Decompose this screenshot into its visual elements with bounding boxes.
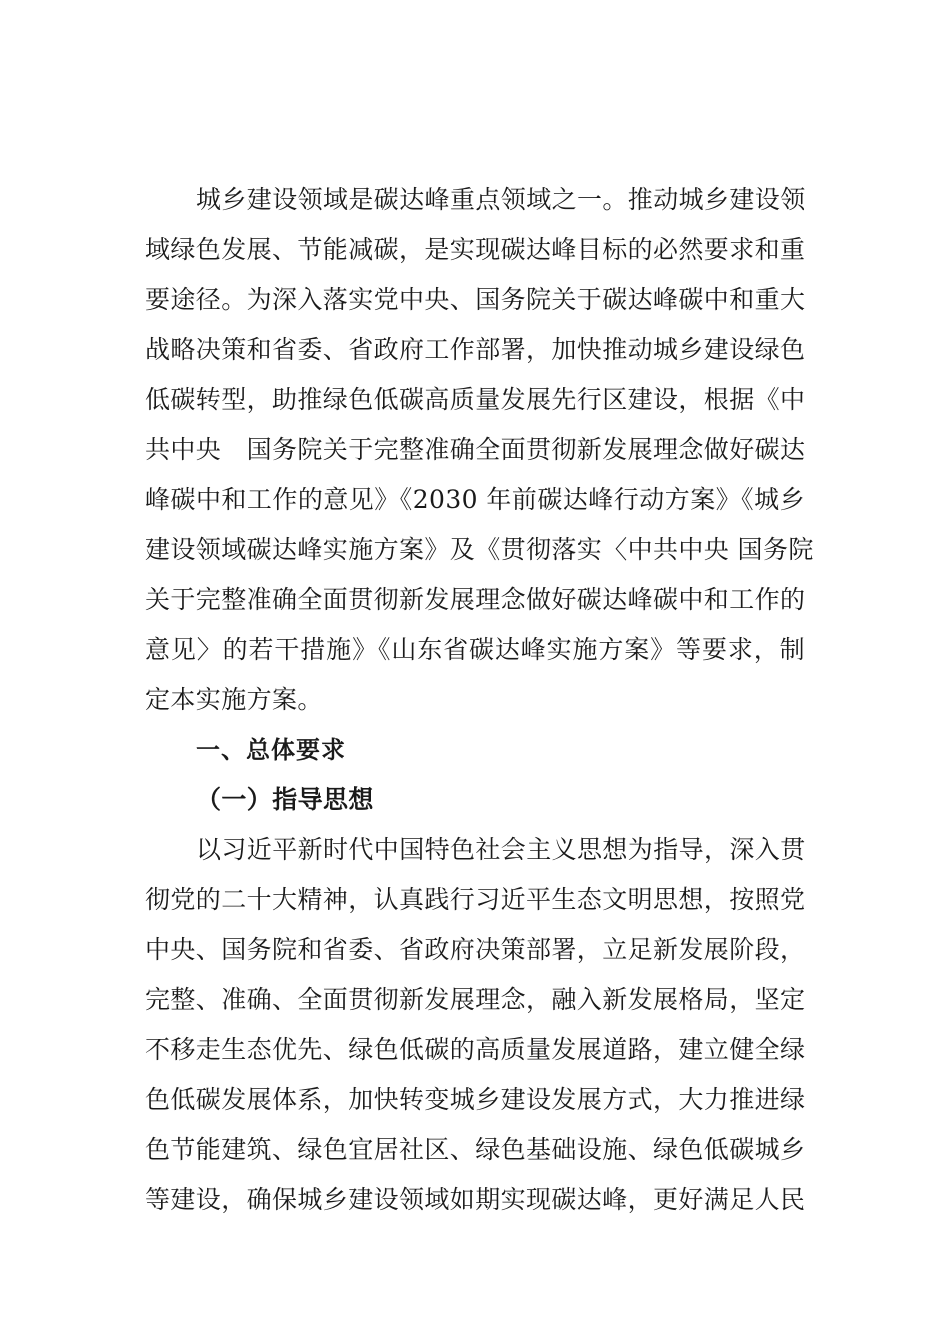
paragraph-2-line-1: 以习近平新时代中国特色社会主义思想为指导，深入贯	[196, 835, 806, 864]
paragraph-2-line-7: 色节能建筑、绿色宜居社区、绿色基础设施、绿色低碳城乡	[145, 1135, 806, 1164]
paragraph-1-line-8: 建设领域碳达峰实施方案》及《贯彻落实〈中共中央 国务院	[145, 535, 814, 564]
paragraph-1-line-10: 意见〉的若干措施》《山东省碳达峰实施方案》等要求，制	[145, 635, 805, 664]
paragraph-1-line-4: 战略决策和省委、省政府工作部署，加快推动城乡建设绿色	[145, 335, 806, 364]
paragraph-2-line-8: 等建设，确保城乡建设领域如期实现碳达峰，更好满足人民	[145, 1185, 806, 1214]
paragraph-1-line-1: 城乡建设领域是碳达峰重点领域之一。推动城乡建设领	[196, 185, 806, 214]
paragraph-1-line-5: 低碳转型，助推绿色低碳高质量发展先行区建设，根据《中	[145, 385, 806, 414]
subsection-heading: （一）指导思想	[196, 785, 374, 814]
section-heading: 一、总体要求	[196, 736, 346, 764]
paragraph-2-line-5: 不移走生态优先、绿色低碳的高质量发展道路，建立健全绿	[145, 1035, 806, 1064]
paragraph-1-line-11: 定本实施方案。	[145, 685, 323, 714]
paragraph-1-line-2: 域绿色发展、节能减碳，是实现碳达峰目标的必然要求和重	[145, 235, 806, 264]
paragraph-1-line-6: 共中央 国务院关于完整准确全面贯彻新发展理念做好碳达	[145, 435, 806, 464]
paragraph-2-line-4: 完整、准确、全面贯彻新发展理念，融入新发展格局，坚定	[145, 985, 806, 1014]
paragraph-2-line-2: 彻党的二十大精神，认真践行习近平生态文明思想，按照党	[145, 885, 806, 914]
paragraph-1-line-9: 关于完整准确全面贯彻新发展理念做好碳达峰碳中和工作的	[145, 585, 806, 614]
paragraph-2-line-3: 中央、国务院和省委、省政府决策部署，立足新发展阶段，	[145, 935, 806, 964]
paragraph-1-line-3: 要途径。为深入落实党中央、国务院关于碳达峰碳中和重大	[145, 285, 806, 314]
paragraph-2-line-6: 色低碳发展体系，加快转变城乡建设发展方式，大力推进绿	[145, 1085, 806, 1114]
paragraph-1-line-7: 峰碳中和工作的意见》《2030 年前碳达峰行动方案》《城乡	[145, 485, 805, 514]
